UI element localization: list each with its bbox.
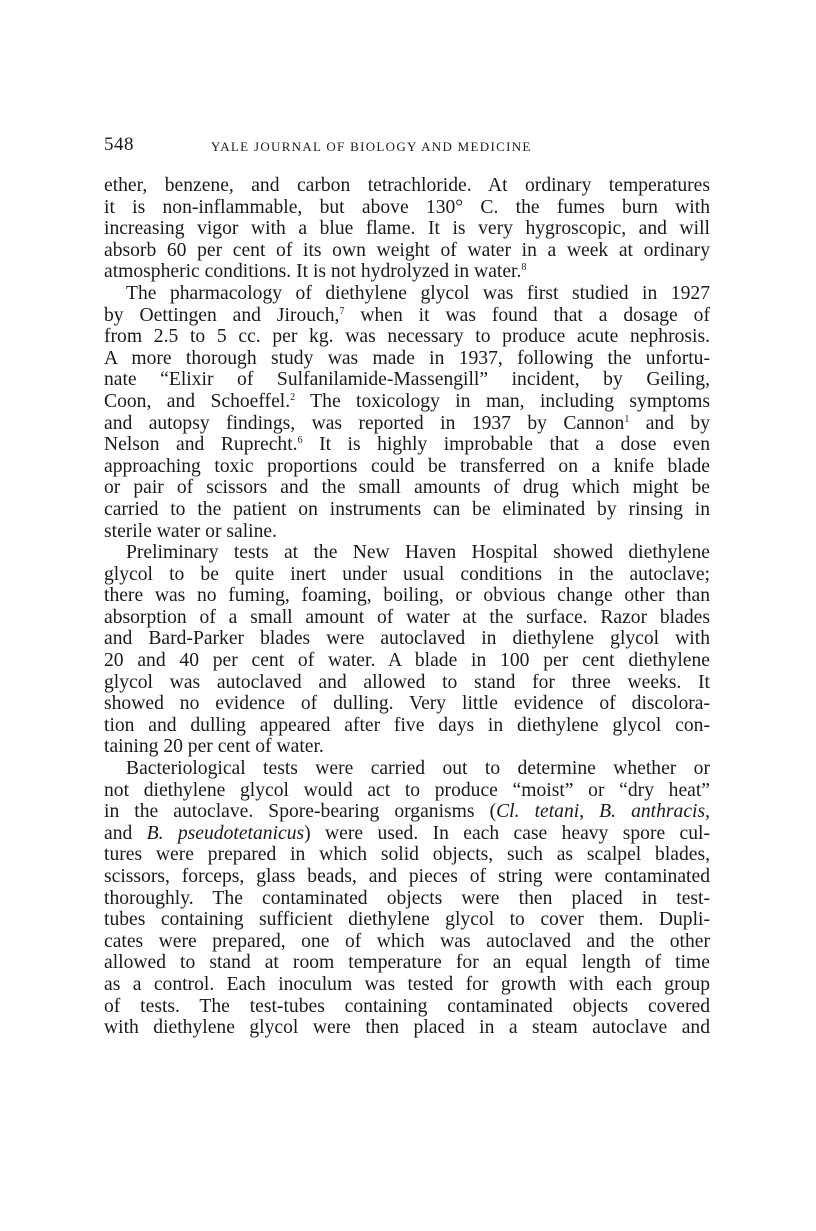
text-fragment: by Oettingen and Jirouch,: [104, 304, 340, 326]
text-fragment: and autopsy findings, was reported in 1937 by Cannon: [104, 412, 625, 434]
text-fragment: atmospheric conditions. It is not hydrolyzed in water.: [104, 261, 522, 283]
text-line: [104, 305, 710, 327]
reference-marker: 6: [297, 435, 303, 447]
page: [104, 134, 711, 1039]
text-line: not diethylene glycol would act to produce “moist” or “dry heat”: [104, 779, 710, 801]
journal-title: YALE JOURNAL OF BIOLOGY AND MEDICINE: [211, 139, 532, 154]
reference-marker: 2: [290, 391, 296, 403]
text-line: carried to the patient on instruments can be eliminated by rinsing in: [104, 498, 710, 520]
article-body: [104, 175, 710, 1039]
text-line: of tests. The test-tubes containing contaminated objects covered: [104, 995, 710, 1017]
text-fragment: Coon, and Schoeffel.: [104, 390, 291, 412]
reference-marker: 7: [339, 305, 345, 317]
text-fragment: ) were used. In each case heavy spore cul-: [304, 822, 710, 844]
text-fragment: ,: [579, 801, 600, 823]
text-line: The pharmacology of diethylene glycol was first studied in 1927: [126, 282, 710, 304]
text-line: cates were prepared, one of which was autoclaved and the other: [104, 930, 710, 952]
text-fragment: and by: [629, 412, 710, 434]
text-fragment: and: [104, 822, 147, 844]
paragraph-1: [104, 175, 710, 283]
text-line: thoroughly. The contaminated objects were then placed in test-: [104, 887, 710, 909]
paragraph-3: [104, 542, 710, 758]
organism-name: B. anthracis: [599, 801, 706, 823]
organism-name: B. pseudotetanicus: [146, 822, 305, 844]
text-line: tures were prepared in which solid objects, such as scalpel blades,: [104, 844, 710, 866]
text-line: allowed to stand at room temperature for an equal length of time: [104, 952, 710, 974]
text-line: absorption of a small amount of water at the surface. Razor blades: [104, 606, 710, 628]
text-line: as a control. Each inoculum was tested for growth with each group: [104, 973, 710, 995]
text-line: [104, 434, 710, 456]
text-line: absorb 60 per cent of its own weight of water in a week at ordinary: [104, 239, 710, 261]
text-line: from 2.5 to 5 cc. per kg. was necessary to produce acute nephrosis.: [104, 326, 710, 348]
text-line: glycol was autoclaved and allowed to stand for three weeks. It: [104, 671, 710, 693]
text-line: increasing vigor with a blue flame. It is very hygroscopic, and will: [104, 218, 710, 240]
text-line: with diethylene glycol were then placed in a steam autoclave and: [104, 1017, 710, 1039]
text-line: [104, 801, 710, 823]
text-line: approaching toxic proportions could be transferred on a knife blade: [104, 455, 710, 477]
text-fragment: It is highly improbable that a dose even: [302, 434, 711, 456]
text-line: A more thorough study was made in 1937, following the unfortu-: [104, 347, 710, 369]
text-line: there was no fuming, foaming, boiling, or obvious change other than: [104, 585, 710, 607]
text-fragment: Nelson and Ruprecht.: [104, 434, 298, 456]
organism-name: Cl. tetani: [496, 801, 580, 823]
text-fragment: in the autoclave. Spore-bearing organisms (: [104, 801, 497, 823]
text-line: glycol to be quite inert under usual conditions in the autoclave;: [104, 563, 710, 585]
text-line: tubes containing sufficient diethylene glycol to cover them. Dupli-: [104, 909, 710, 931]
text-line: 20 and 40 per cent of water. A blade in 100 per cent diethylene: [104, 650, 710, 672]
text-line: [104, 823, 710, 845]
text-line: showed no evidence of dulling. Very little evidence of discolora-: [104, 693, 710, 715]
text-line: taining 20 per cent of water.: [104, 736, 324, 758]
text-line: [104, 391, 710, 413]
text-line: Preliminary tests at the New Haven Hospital showed diethylene: [126, 542, 710, 564]
text-fragment: when it was found that a dosage of: [344, 304, 710, 326]
text-line: or pair of scissors and the small amounts of drug which might be: [104, 477, 710, 499]
text-fragment: ,: [705, 801, 711, 823]
text-line: it is non-inflammable, but above 130° C. the fumes burn with: [104, 196, 710, 218]
paragraph-4: [104, 758, 710, 1039]
reference-marker: 8: [521, 262, 527, 274]
running-head: [104, 134, 710, 164]
text-line: [104, 413, 710, 435]
text-line: ether, benzene, and carbon tetrachloride. At ordinary temperatures: [104, 175, 710, 196]
text-fragment: The toxicology in man, including symptoms: [295, 390, 710, 412]
text-line: Bacteriological tests were carried out to determine whether or: [126, 758, 710, 780]
text-line: [104, 261, 710, 283]
text-line: scissors, forceps, glass beads, and pieces of string were contaminated: [104, 866, 710, 887]
text-line: tion and dulling appeared after five days in diethylene glycol con-: [104, 714, 710, 736]
reference-marker: 1: [624, 413, 630, 425]
page-number: 548: [104, 134, 134, 155]
text-line: nate “Elixir of Sulfanilamide-Massengill” incident, by Geiling,: [104, 369, 710, 391]
text-line: and Bard-Parker blades were autoclaved in diethylene glycol with: [104, 628, 710, 650]
text-line: sterile water or saline.: [104, 520, 278, 542]
paragraph-2: [104, 283, 710, 542]
